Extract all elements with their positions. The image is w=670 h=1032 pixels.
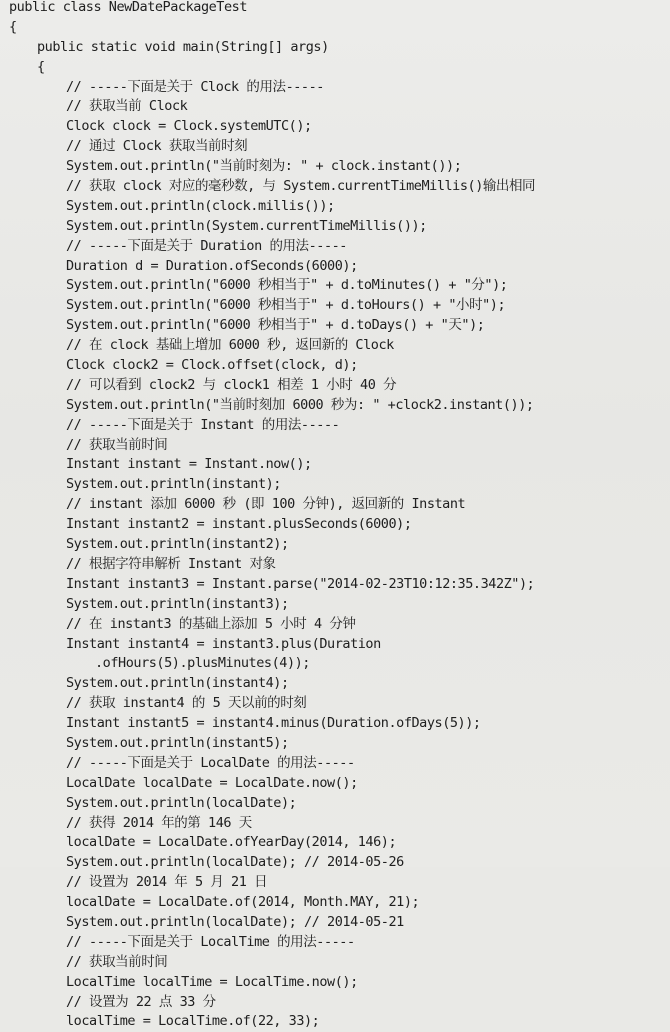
code-line: // instant 添加 6000 秒 (即 100 分钟), 返回新的 Instant [66,496,466,513]
code-line: // -----下面是关于 LocalTime 的用法----- [66,933,355,950]
code-line: .ofHours(5).plusMinutes(4)); [95,655,310,672]
code-line: // 获取 instant4 的 5 天以前的时刻 [66,695,307,712]
code-line: System.out.println(instant4); [66,675,289,692]
code-line: // 获取当前 Clock [66,98,188,115]
code-line: System.out.println("6000 秒相当于" + d.toMinutes() + "分"); [66,277,508,294]
code-line: // 获取当前时间 [66,953,168,970]
code-line: // 设置为 22 点 33 分 [66,993,216,1010]
code-line: System.out.println(clock.millis()); [66,197,335,214]
code-line: // 在 instant3 的基础上添加 5 小时 4 分钟 [66,615,356,632]
code-line: // 通过 Clock 获取当前时刻 [66,138,248,155]
code-line: System.out.println("当前时刻加 6000 秒为: " +clock2.instant()); [66,396,534,413]
code-line: // 可以看到 clock2 与 clock1 相差 1 小时 40 分 [66,376,397,393]
code-line: Instant instant = Instant.now(); [66,456,312,473]
code-line: System.out.println(instant5); [66,734,289,751]
code-line: { [9,18,17,35]
code-line: Duration d = Duration.ofSeconds(6000); [66,257,358,274]
code-line: System.out.println("6000 秒相当于" + d.toDays() + "天"); [66,317,485,334]
code-line: // -----下面是关于 Duration 的用法----- [66,237,347,254]
code-line: // 获得 2014 年的第 146 天 [66,814,252,831]
code-line: Instant instant3 = Instant.parse("2014-02-23T10:12:35.342Z"); [66,575,535,592]
code-line: public class NewDatePackageTest [9,0,248,15]
code-line: LocalDate localDate = LocalDate.now(); [66,774,358,791]
code-line: System.out.println(instant); [66,476,281,493]
code-line: Clock clock = Clock.systemUTC(); [66,118,312,135]
code-line: System.out.println("当前时刻为: " + clock.instant()); [66,158,462,175]
code-line: Instant instant2 = instant.plusSeconds(6000); [66,516,412,533]
code-line: // -----下面是关于 Instant 的用法----- [66,416,340,433]
code-line: // 在 clock 基础上增加 6000 秒, 返回新的 Clock [66,337,394,354]
code-line: System.out.println(System.currentTimeMillis()); [66,217,427,234]
code-line: // 获取 clock 对应的毫秒数, 与 System.currentTimeMillis()输出相同 [66,178,536,195]
code-listing [9,0,669,1032]
code-line: System.out.println(localDate); // 2014-05-21 [66,913,404,930]
code-line: System.out.println(instant3); [66,595,289,612]
code-line: Clock clock2 = Clock.offset(clock, d); [66,357,358,374]
code-line: LocalTime localTime = LocalTime.now(); [66,973,358,990]
code-line: System.out.println(localDate); // 2014-05-26 [66,854,404,871]
code-line: System.out.println(instant2); [66,536,289,553]
code-line: // -----下面是关于 LocalDate 的用法----- [66,754,355,771]
code-line: Instant instant5 = instant4.minus(Duration.ofDays(5)); [66,715,481,732]
code-line: public static void main(String[] args) [37,38,329,55]
code-line: localDate = LocalDate.of(2014, Month.MAY, 21); [66,894,420,911]
code-line: Instant instant4 = instant3.plus(Duration [66,635,381,652]
code-line: // -----下面是关于 Clock 的用法----- [66,78,324,95]
code-line: { [37,58,45,75]
code-line: localTime = LocalTime.of(22, 33); [66,1013,320,1030]
code-line: localDate = LocalDate.ofYearDay(2014, 146); [66,834,397,851]
code-line: System.out.println(localDate); [66,794,297,811]
code-line: System.out.println("6000 秒相当于" + d.toHours() + "小时"); [66,297,506,314]
code-line: // 获取当前时间 [66,436,168,453]
code-line: // 根据字符串解析 Instant 对象 [66,555,276,572]
code-line: // 设置为 2014 年 5 月 21 日 [66,874,268,891]
